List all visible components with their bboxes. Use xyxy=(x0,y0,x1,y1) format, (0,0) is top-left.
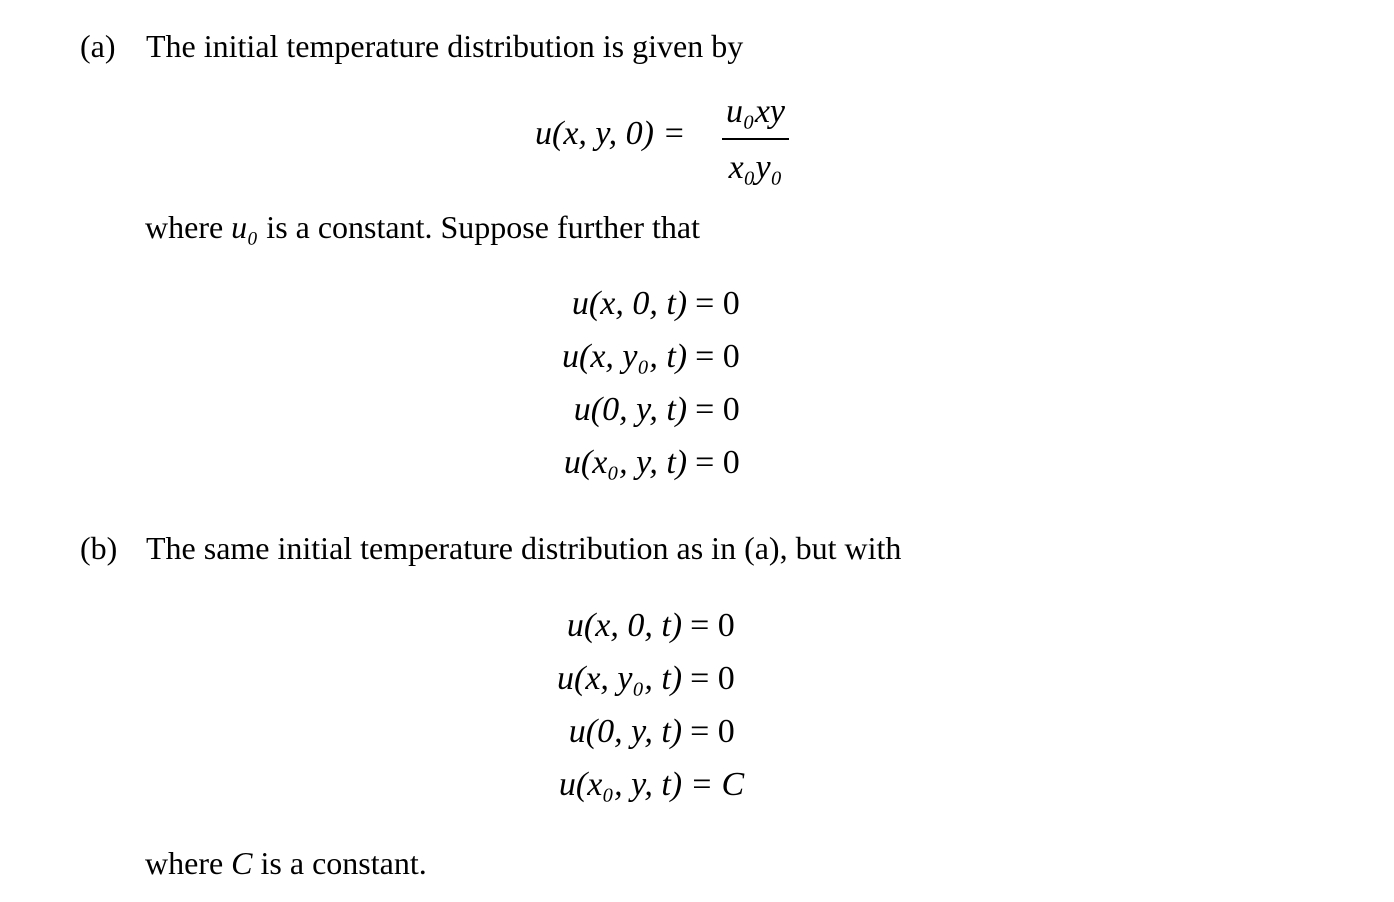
condition-rhs: = 0 xyxy=(690,607,735,644)
condition-lhs: u(x, y₀, t) xyxy=(562,338,688,375)
initial-eq-fraction xyxy=(722,92,789,188)
condition-lhs: u(0, y, t) xyxy=(573,391,688,428)
initial-eq-denominator: x₀y₀ xyxy=(728,149,783,186)
fraction-bar xyxy=(722,138,789,140)
condition-lhs: u(x, y₀, t) xyxy=(557,660,683,697)
condition-rhs: = 0 xyxy=(690,713,735,750)
initial-eq-numerator: u₀xy xyxy=(726,93,786,130)
part-a-where-line xyxy=(145,207,700,247)
initial-eq-lhs: u(x, y, 0) = xyxy=(535,115,686,152)
condition-rhs: = C xyxy=(690,766,745,803)
condition-lhs: u(x₀, y, t) xyxy=(558,766,683,803)
condition-rhs: = 0 xyxy=(695,391,740,428)
condition-lhs: u(0, y, t) xyxy=(568,713,683,750)
condition-lhs: u(x₀, y, t) xyxy=(563,444,688,481)
condition-lhs: u(x, 0, t) xyxy=(566,607,683,644)
part-a-intro: The initial temperature distribution is given by xyxy=(146,28,744,64)
condition-rhs: = 0 xyxy=(695,338,740,375)
part-b-where-line xyxy=(145,843,427,883)
part-b-marker: (b) xyxy=(80,530,118,566)
where-word: where xyxy=(145,209,224,245)
part-b-intro: The same initial temperature distribution as in (a), but with xyxy=(146,530,902,566)
condition-rhs: = 0 xyxy=(695,285,740,322)
where-rest: is a constant. xyxy=(260,845,427,881)
where-word: where xyxy=(145,845,224,881)
part-b-conditions xyxy=(557,606,744,805)
condition-rhs: = 0 xyxy=(690,660,735,697)
condition-lhs: u(x, 0, t) xyxy=(571,285,688,322)
part-a-conditions xyxy=(562,284,740,483)
condition-rhs: = 0 xyxy=(695,444,740,481)
part-a-marker: (a) xyxy=(80,28,116,64)
where-variable: u₀ xyxy=(231,209,259,245)
where-rest: is a constant. Suppose further that xyxy=(266,209,700,245)
where-variable: C xyxy=(231,845,253,881)
